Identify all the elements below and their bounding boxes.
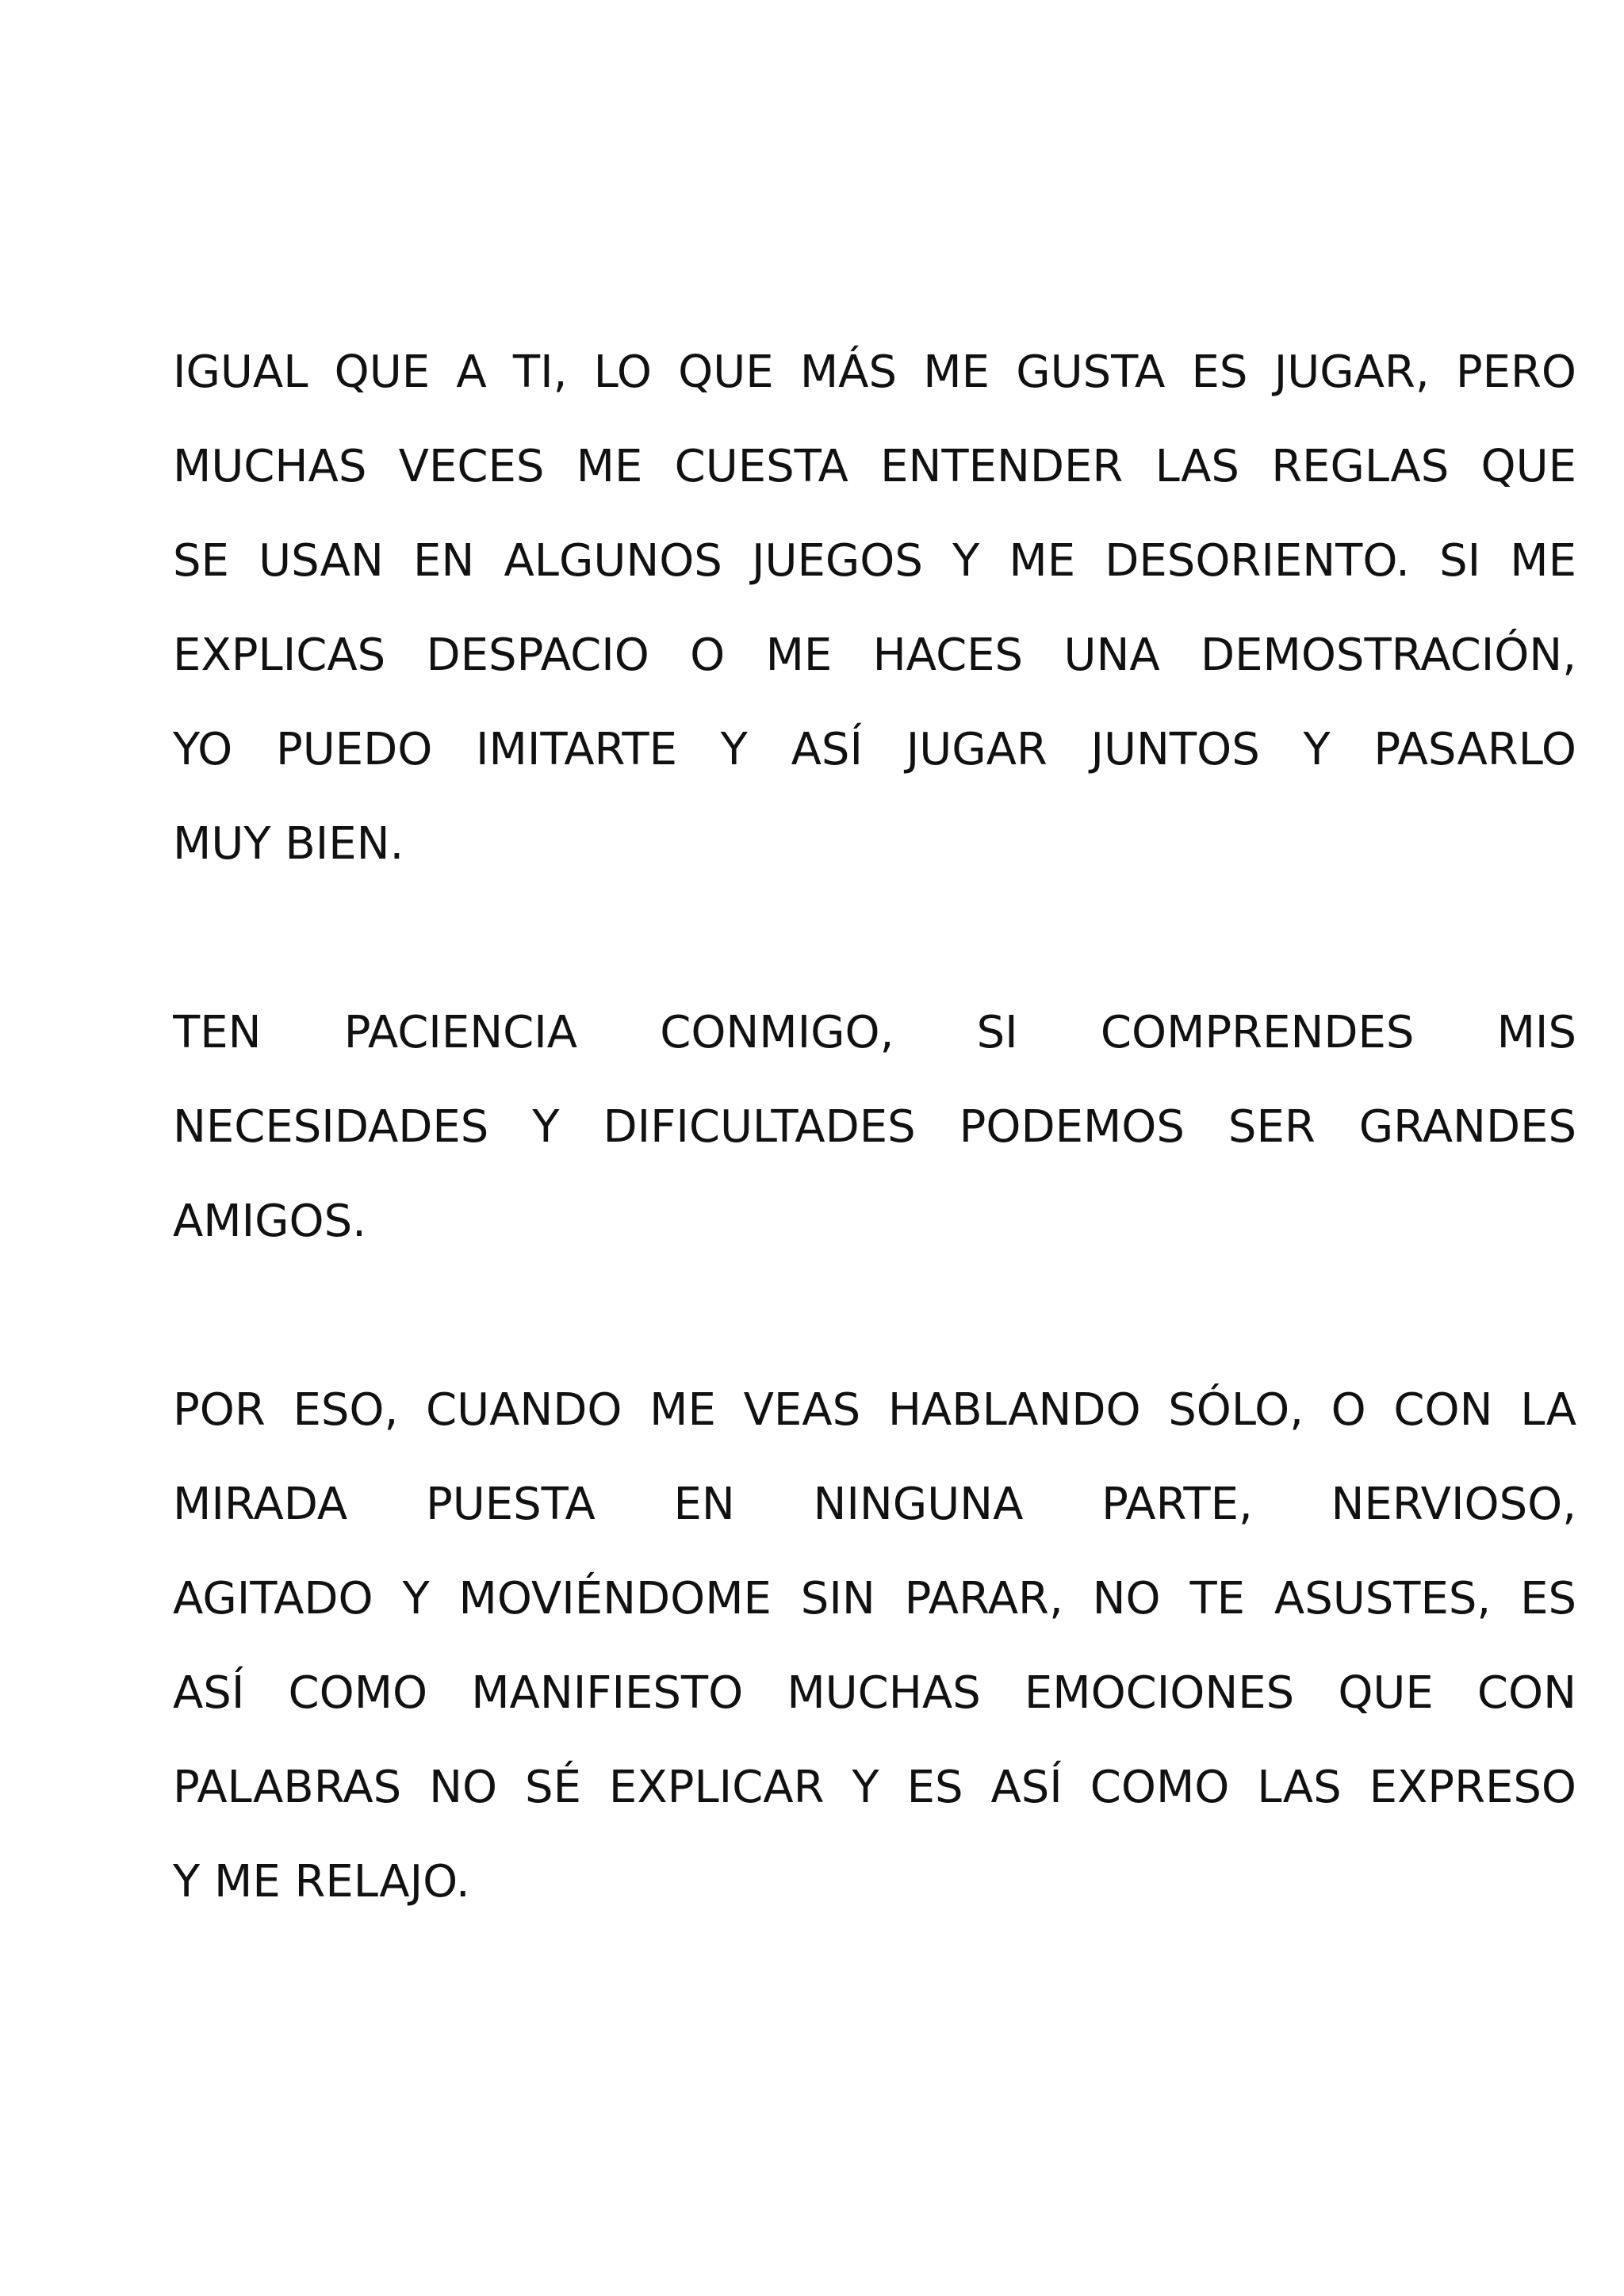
paragraph-line: PALABRAS NO SÉ EXPLICAR Y ES ASÍ COMO LAS EXPRESO: [173, 1762, 1576, 1813]
paragraph-line: NECESIDADES Y DIFICULTADES PODEMOS SER GRANDES: [173, 1101, 1576, 1153]
paragraph-line: MUCHAS VECES ME CUESTA ENTENDER LAS REGLAS QUE: [173, 441, 1576, 492]
paragraph-line: YO PUEDO IMITARTE Y ASÍ JUGAR JUNTOS Y PASARLO: [173, 724, 1576, 775]
paragraph-line: MIRADA PUESTA EN NINGUNA PARTE, NERVIOSO,: [173, 1479, 1576, 1530]
paragraph-line: IGUAL QUE A TI, LO QUE MÁS ME GUSTA ES JUGAR, PERO: [173, 346, 1576, 398]
paragraph-line: MUY BIEN.: [173, 818, 404, 870]
paragraph-1: [173, 325, 1576, 891]
paragraph-2: [173, 985, 1576, 1269]
paragraph-line: Y ME RELAJO.: [173, 1856, 470, 1908]
paragraph-line: ASÍ COMO MANIFIESTO MUCHAS EMOCIONES QUE CON: [173, 1667, 1576, 1719]
paragraph-line: EXPLICAS DESPACIO O ME HACES UNA DEMOSTRACIÓN,: [173, 629, 1576, 681]
paragraph-line: POR ESO, CUANDO ME VEAS HABLANDO SÓLO, O CON LA: [173, 1384, 1576, 1436]
paragraph-line: TEN PACIENCIA CONMIGO, SI COMPRENDES MIS: [173, 1007, 1576, 1058]
paragraph-line: AMIGOS.: [173, 1196, 366, 1247]
paragraph-3: [173, 1363, 1576, 1929]
paragraph-line: AGITADO Y MOVIÉNDOME SIN PARAR, NO TE ASUSTES, ES: [173, 1573, 1576, 1624]
paragraph-line: SE USAN EN ALGUNOS JUEGOS Y ME DESORIENTO. SI ME: [173, 535, 1576, 587]
